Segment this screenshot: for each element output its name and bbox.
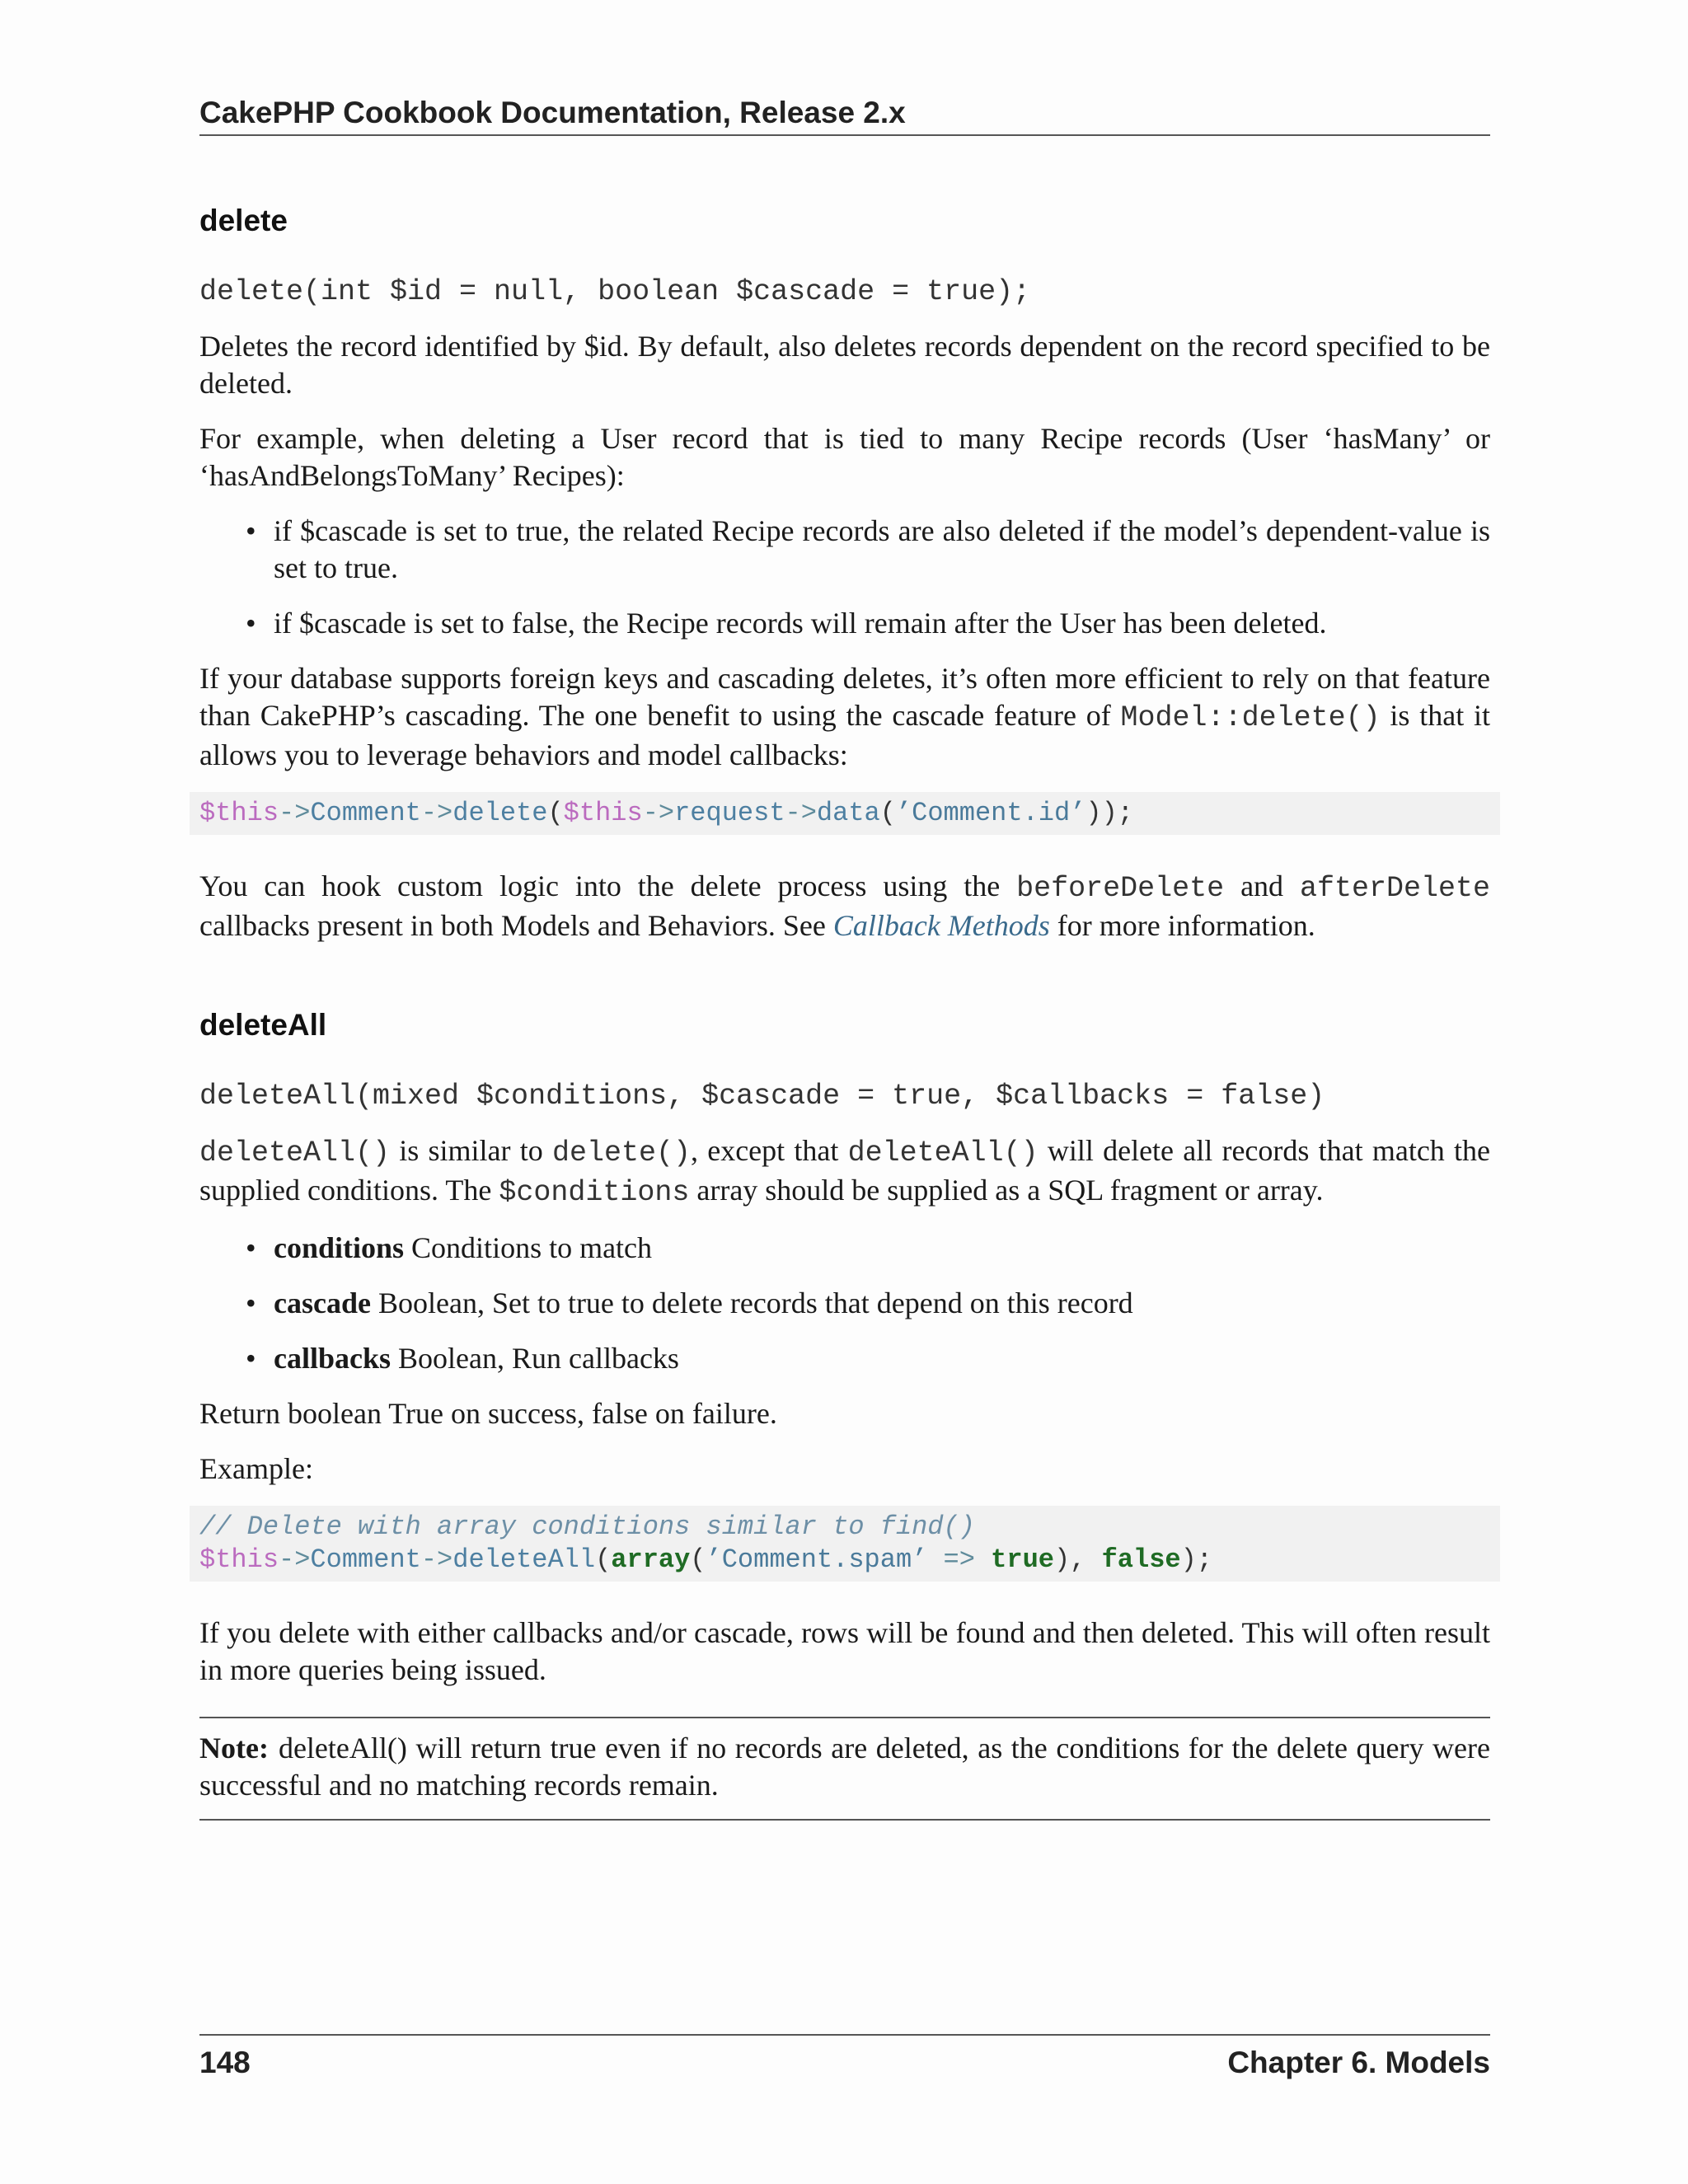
paragraph: Return boolean True on success, false on failure. — [199, 1397, 777, 1430]
inline-code: deleteAll() — [847, 1137, 1039, 1169]
param-name: callbacks — [274, 1342, 392, 1375]
code-token: ( — [879, 798, 896, 828]
text-run: and — [1224, 869, 1300, 902]
code-token: ), — [1053, 1544, 1102, 1575]
code-token: -> — [642, 798, 675, 828]
code-token: -> — [279, 798, 311, 828]
bullet-list — [199, 513, 1490, 642]
bullet-icon: • — [246, 1231, 256, 1264]
paragraph — [199, 868, 1490, 944]
footer-rule — [199, 2034, 1490, 2036]
paragraph: If you delete with either callbacks and/or cascade, rows will be found and then deleted. This will often result in more queries being issued. — [199, 1616, 1490, 1686]
chapter-title: Chapter 6. Models — [1227, 2046, 1490, 2079]
code-token: -> — [279, 1544, 311, 1575]
section-heading-deleteall: deleteAll — [199, 1008, 327, 1042]
list-item-text: if $cascade is set to true, the related Recipe records are also deleted if the model’s dependent-value is set to true. — [274, 514, 1490, 584]
bullet-icon: • — [246, 1342, 256, 1375]
text-run: is similar to — [390, 1134, 552, 1167]
text-run: array should be supplied as a SQL fragment or array. — [689, 1174, 1324, 1207]
code-token: -> — [420, 798, 453, 828]
inline-code: beforeDelete — [1016, 872, 1225, 905]
inline-code: deleteAll() — [199, 1137, 391, 1169]
bullet-icon: • — [246, 607, 256, 640]
code-token: false — [1101, 1544, 1181, 1575]
code-token: => — [927, 1544, 992, 1575]
param-name: conditions — [274, 1231, 405, 1264]
bullet-icon: • — [246, 1286, 256, 1319]
param-desc: Boolean, Run callbacks — [391, 1342, 679, 1375]
inline-code: delete() — [551, 1137, 691, 1169]
code-token: ’Comment.spam’ — [706, 1544, 928, 1575]
text-run: will delete all records that match the supplied conditions. The — [199, 1134, 1491, 1207]
running-header: CakePHP Cookbook Documentation, Release 2.x — [199, 96, 906, 129]
code-token: ( — [690, 1544, 706, 1575]
param-desc: Conditions to match — [404, 1231, 653, 1264]
text-run: callbacks present in both Models and Behaviors. See — [199, 909, 833, 942]
paragraph: For example, when deleting a User record that is tied to many Recipe records (User ‘hasMany’ or ‘hasAndBelongsToMany’ Recipes): — [199, 422, 1490, 492]
code-token: array — [611, 1544, 691, 1575]
code-token: ( — [595, 1544, 612, 1575]
paragraph — [199, 660, 1490, 774]
code-token: )); — [1085, 798, 1133, 828]
note-label: Note: — [199, 1732, 269, 1765]
code-token: deleteAll — [452, 1544, 596, 1575]
code-token: $this — [199, 798, 279, 828]
method-signature-delete: delete(int $id = null, boolean $cascade = true); — [199, 275, 1031, 308]
section-heading-delete: delete — [199, 204, 288, 237]
code-token: ( — [547, 798, 564, 828]
note-paragraph — [199, 1730, 1490, 1804]
list-item — [246, 1340, 1490, 1377]
code-token: $this — [563, 798, 643, 828]
parameter-list — [199, 1230, 1490, 1377]
code-token: $this — [199, 1544, 279, 1575]
inline-code: $conditions — [499, 1176, 690, 1209]
text-run: , except that — [690, 1134, 848, 1167]
code-block — [190, 1506, 1500, 1582]
note-box — [199, 1717, 1490, 1821]
code-comment: // Delete with array conditions similar to find() — [199, 1511, 975, 1542]
code-token: ’Comment.id’ — [895, 798, 1086, 828]
code-token: ); — [1180, 1544, 1212, 1575]
code-token: true — [991, 1544, 1054, 1575]
paragraph: Example: — [199, 1452, 313, 1485]
document-page — [199, 0, 1490, 2184]
code-token: -> — [420, 1544, 453, 1575]
paragraph — [199, 1132, 1490, 1212]
param-desc: Boolean, Set to true to delete records that depend on this record — [370, 1286, 1133, 1319]
inline-code: Model::delete() — [1120, 701, 1381, 734]
code-token: delete — [452, 798, 548, 828]
list-item — [246, 513, 1490, 587]
code-token: Comment — [310, 1544, 421, 1575]
code-token: -> — [785, 798, 817, 828]
text-run: for more information. — [1049, 909, 1315, 942]
param-name: cascade — [274, 1286, 371, 1319]
note-text: deleteAll() will return true even if no records are deleted, as the conditions for the delete query were successful and no matching records remain. — [199, 1732, 1490, 1802]
header-rule — [199, 134, 1490, 136]
list-item — [246, 1285, 1490, 1322]
code-block — [190, 792, 1500, 835]
list-item — [246, 1230, 1490, 1267]
method-signature-deleteall: deleteAll(mixed $conditions, $cascade = true, $callbacks = false) — [199, 1080, 1325, 1113]
text-run: If your database supports foreign keys and cascading deletes, it’s often more efficient to rely on that feature than CakePHP’s cascading. The one benefit to using the cascade feature of — [199, 662, 1490, 732]
paragraph: Deletes the record identified by $id. By default, also deletes records dependent on the record specified to be deleted. — [199, 330, 1490, 400]
list-item-text: if $cascade is set to false, the Recipe records will remain after the User has been deleted. — [274, 607, 1327, 640]
code-token: data — [816, 798, 880, 828]
page-content — [199, 190, 1490, 1821]
text-run: is that it allows you to leverage behaviors and model callbacks: — [199, 699, 1490, 771]
callback-methods-link[interactable]: Callback Methods — [832, 909, 1050, 942]
list-item — [246, 605, 1490, 642]
code-token: request — [674, 798, 785, 828]
code-token: Comment — [310, 798, 421, 828]
text-run: You can hook custom logic into the delete process using the — [199, 869, 1017, 902]
inline-code: afterDelete — [1299, 872, 1490, 905]
bullet-icon: • — [246, 514, 256, 547]
page-number: 148 — [199, 2046, 251, 2079]
